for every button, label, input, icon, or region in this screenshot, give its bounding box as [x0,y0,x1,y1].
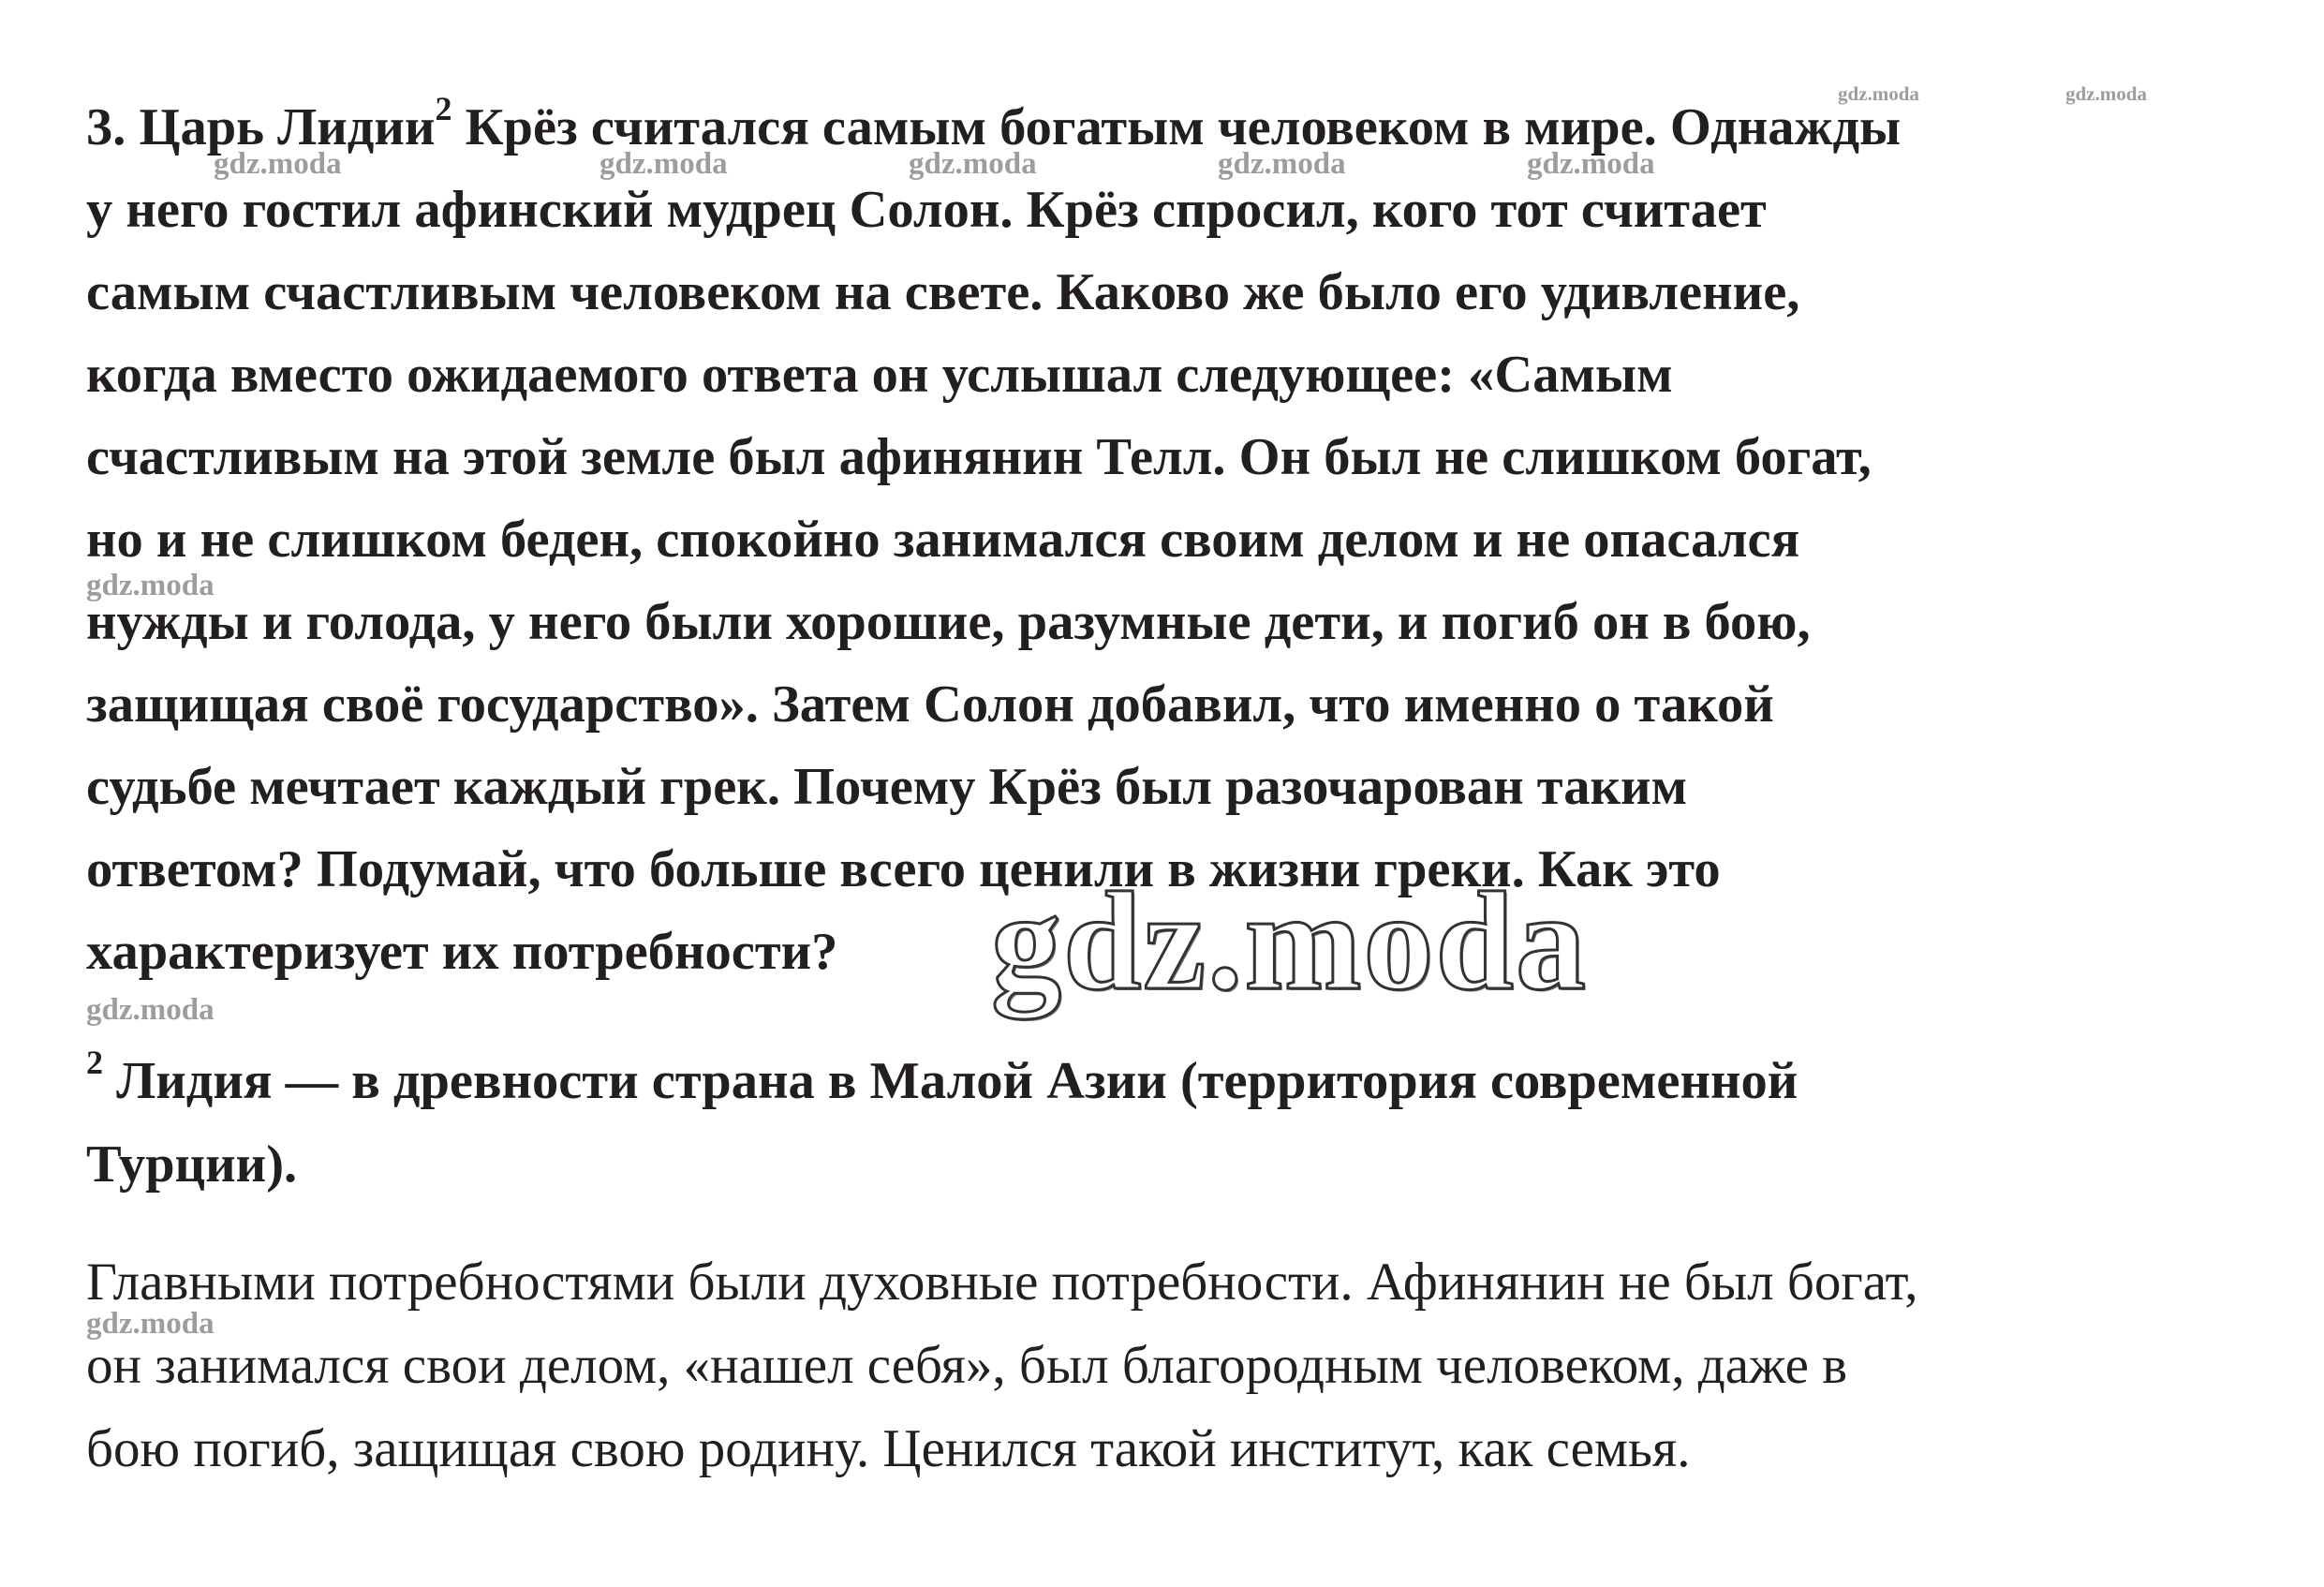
task-body-text: Крёз считался самым богатым человеком в мире. Однажды у него гостил афинский мудрец Солон. Крёз спросил, кого тот считает самым счастливым человеком на свете. Каково же было его удивление, когда вместо ожидаемого ответа он услышал следующее: «Самым счастливым на этой земле был афинянин Телл. Он был не слишком богат, но и не слишком беден, спокойно занимался своим делом и не опасался нужды и голода, у него были хорошие, разумные дети, и погиб он в бою, защищая своё государство». Затем Солон добавил, что именно о такой судьбе мечтает каждый грек. Почему Крёз был разочарован таким ответом? Подумай, что больше всего ценили в жизни греки. Как это характеризует их потребности? [86,98,1902,981]
footnote-paragraph [86,1040,2269,1207]
watermark-large: gdz.moda [991,864,1588,1019]
watermark: gdz.moda [1838,82,1919,105]
footnote-text: Лидия — в древности страна в Малой Азии (территория современной Турции). [86,1052,1799,1194]
watermark: gdz.moda [86,569,215,602]
footnote-reference: 2 [435,90,452,128]
watermark: gdz.moda [1527,147,1655,181]
watermark: gdz.moda [86,993,215,1027]
task-heading-text: 3. Царь Лидии [86,98,436,156]
task-paragraph [86,86,2269,993]
watermark: gdz.moda [214,147,342,181]
watermark: gdz.moda [600,147,728,181]
footnote-marker: 2 [86,1044,103,1082]
watermark: gdz.moda [909,147,1037,181]
watermark: gdz.moda [86,1307,215,1341]
answer-paragraph: Главными потребностями были духовные потребности. Афинянин не был богат, он занимался свои делом, «нашел себя», был благородным человеком, даже в бою погиб, защищая свою родину. Ценился такой институт, как семья. [86,1253,1918,1478]
watermark: gdz.moda [2065,82,2147,105]
watermark: gdz.moda [1218,147,1346,181]
